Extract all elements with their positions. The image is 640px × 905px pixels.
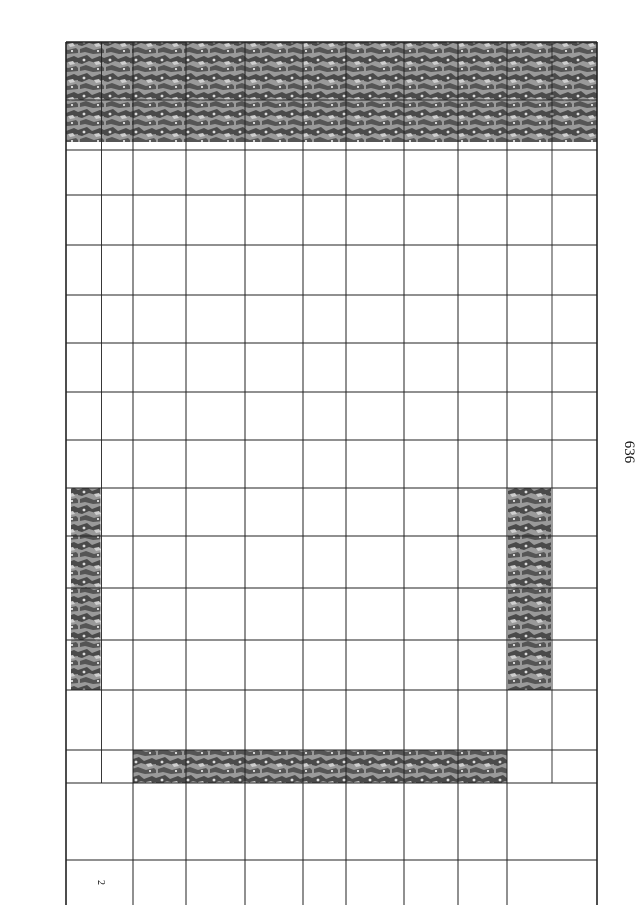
scan-noise-overlay (66, 42, 597, 783)
row-number-line: 2 (95, 880, 106, 885)
scan-noise (71, 488, 101, 690)
row-number (95, 880, 106, 885)
scan-noise (508, 488, 551, 690)
scan-noise (66, 42, 597, 142)
table-content (95, 880, 106, 885)
page-number: 636 (621, 440, 637, 464)
scan-noise (133, 750, 507, 783)
